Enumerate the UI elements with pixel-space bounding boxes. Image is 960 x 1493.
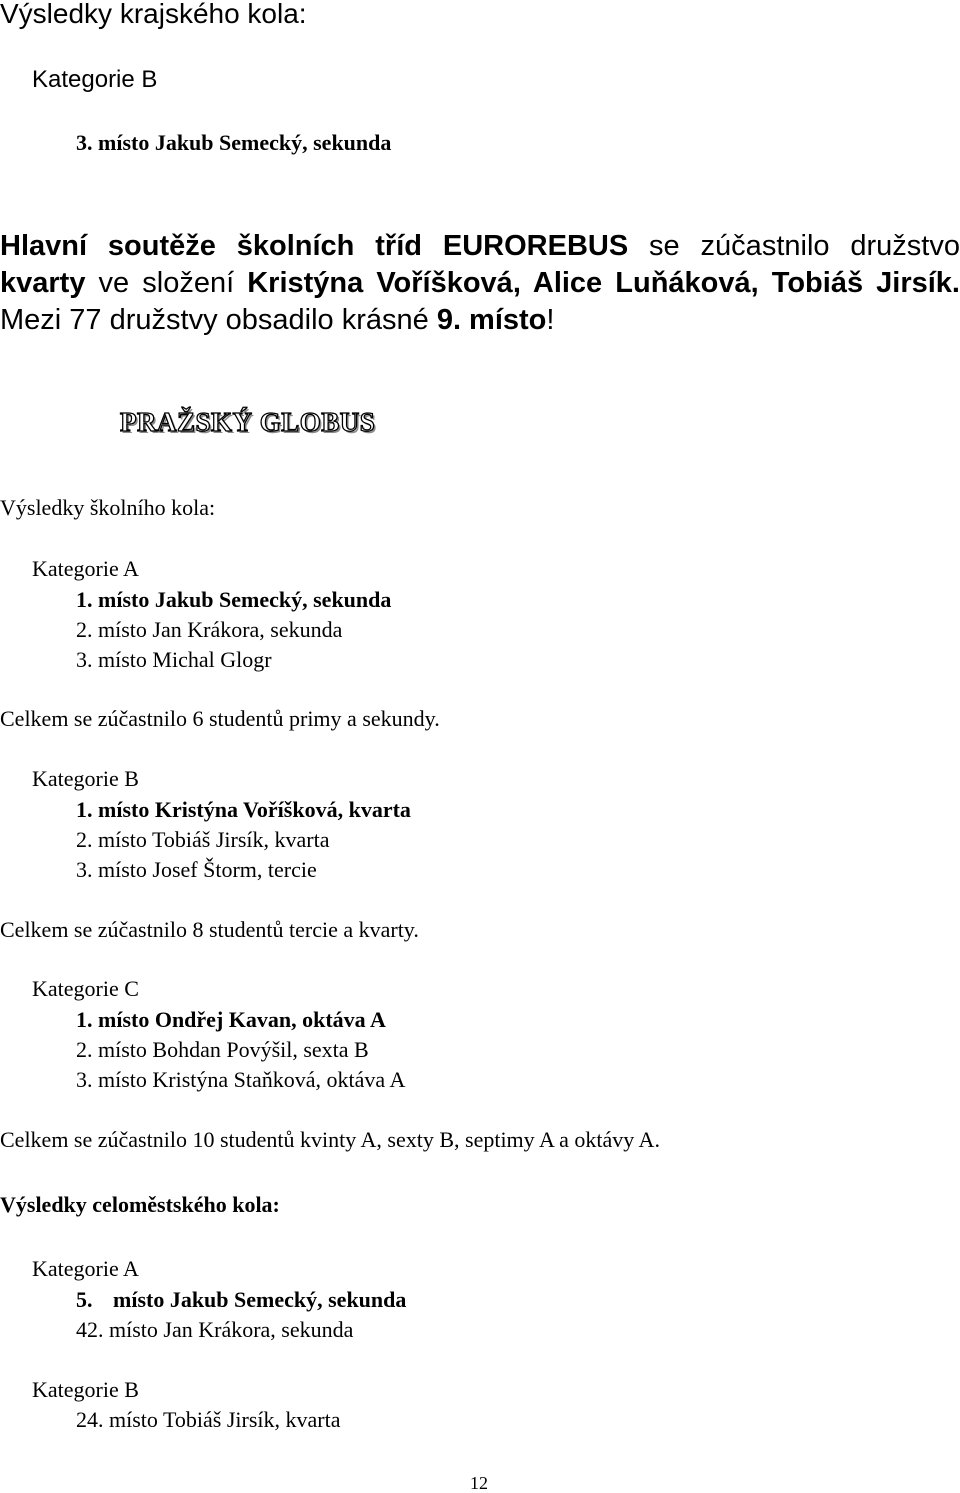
globus-title: PRAŽSKÝ GLOBUS [120,407,376,437]
celomestske-kat-a-result-1-text: místo Jakub Semecký, sekunda [113,1287,407,1312]
celomestske-heading: Výsledky celoměstského kola: [0,1192,280,1217]
page-number: 12 [470,1473,488,1493]
krajske-kategorie-b-label: Kategorie B [32,66,158,93]
skolni-kat-a-result-1: 1. místo Jakub Semecký, sekunda [76,587,392,612]
celomestske-kat-a-label: Kategorie A [32,1256,139,1281]
eurorebus-text-1: se zúčastnilo družstvo [628,230,960,262]
skolni-kat-c-result-1: 1. místo Ondřej Kavan, oktáva A [76,1007,386,1032]
skolni-kat-a-result-3: 3. místo Michal Glogr [76,647,272,672]
skolni-kat-b-label: Kategorie B [32,766,139,791]
skolni-kat-c-result-2: 2. místo Bohdan Povýšil, sexta B [76,1037,369,1062]
eurorebus-text-3: Mezi 77 družstvy obsadilo krásné [0,304,437,336]
celomestske-kat-a-result-1-number: 5. [76,1287,93,1312]
eurorebus-members: Kristýna Voříšková, Alice Luňáková, Tobiáš Jirsík. [247,267,960,299]
skolni-kat-b-summary: Celkem se zúčastnilo 8 studentů tercie a kvarty. [0,917,419,942]
skolni-heading: Výsledky školního kola: [0,495,216,520]
eurorebus-text-2: ve složení [85,267,248,299]
krajske-result-1: 3. místo Jakub Semecký, sekunda [76,130,392,155]
skolni-kat-a-label: Kategorie A [32,556,139,581]
skolni-kat-c-result-3: 3. místo Kristýna Staňková, oktáva A [76,1067,406,1092]
celomestske-kat-a-result-2: 42. místo Jan Krákora, sekunda [76,1317,354,1342]
skolni-kat-b-result-3: 3. místo Josef Štorm, tercie [76,857,317,882]
skolni-kat-b-result-1: 1. místo Kristýna Voříšková, kvarta [76,797,411,822]
skolni-kat-c-label: Kategorie C [32,976,139,1001]
eurorebus-competition: Hlavní soutěže školních tříd EUROREBUS [0,230,629,262]
eurorebus-paragraph [0,228,960,339]
celomestske-kat-b-label: Kategorie B [32,1377,139,1402]
eurorebus-class: kvarty [0,267,86,299]
eurorebus-placement: 9. místo [436,304,547,336]
eurorebus-text-4: ! [546,304,555,336]
skolni-kat-a-summary: Celkem se zúčastnilo 6 studentů primy a sekundy. [0,706,440,731]
skolni-kat-c-summary: Celkem se zúčastnilo 10 studentů kvinty A, sexty B, septimy A a oktávy A. [0,1127,660,1152]
krajske-heading: Výsledky krajského kola: [0,0,307,29]
celomestske-kat-b-result-1: 24. místo Tobiáš Jirsík, kvarta [76,1407,341,1432]
skolni-kat-a-result-2: 2. místo Jan Krákora, sekunda [76,617,343,642]
skolni-kat-b-result-2: 2. místo Tobiáš Jirsík, kvarta [76,827,330,852]
